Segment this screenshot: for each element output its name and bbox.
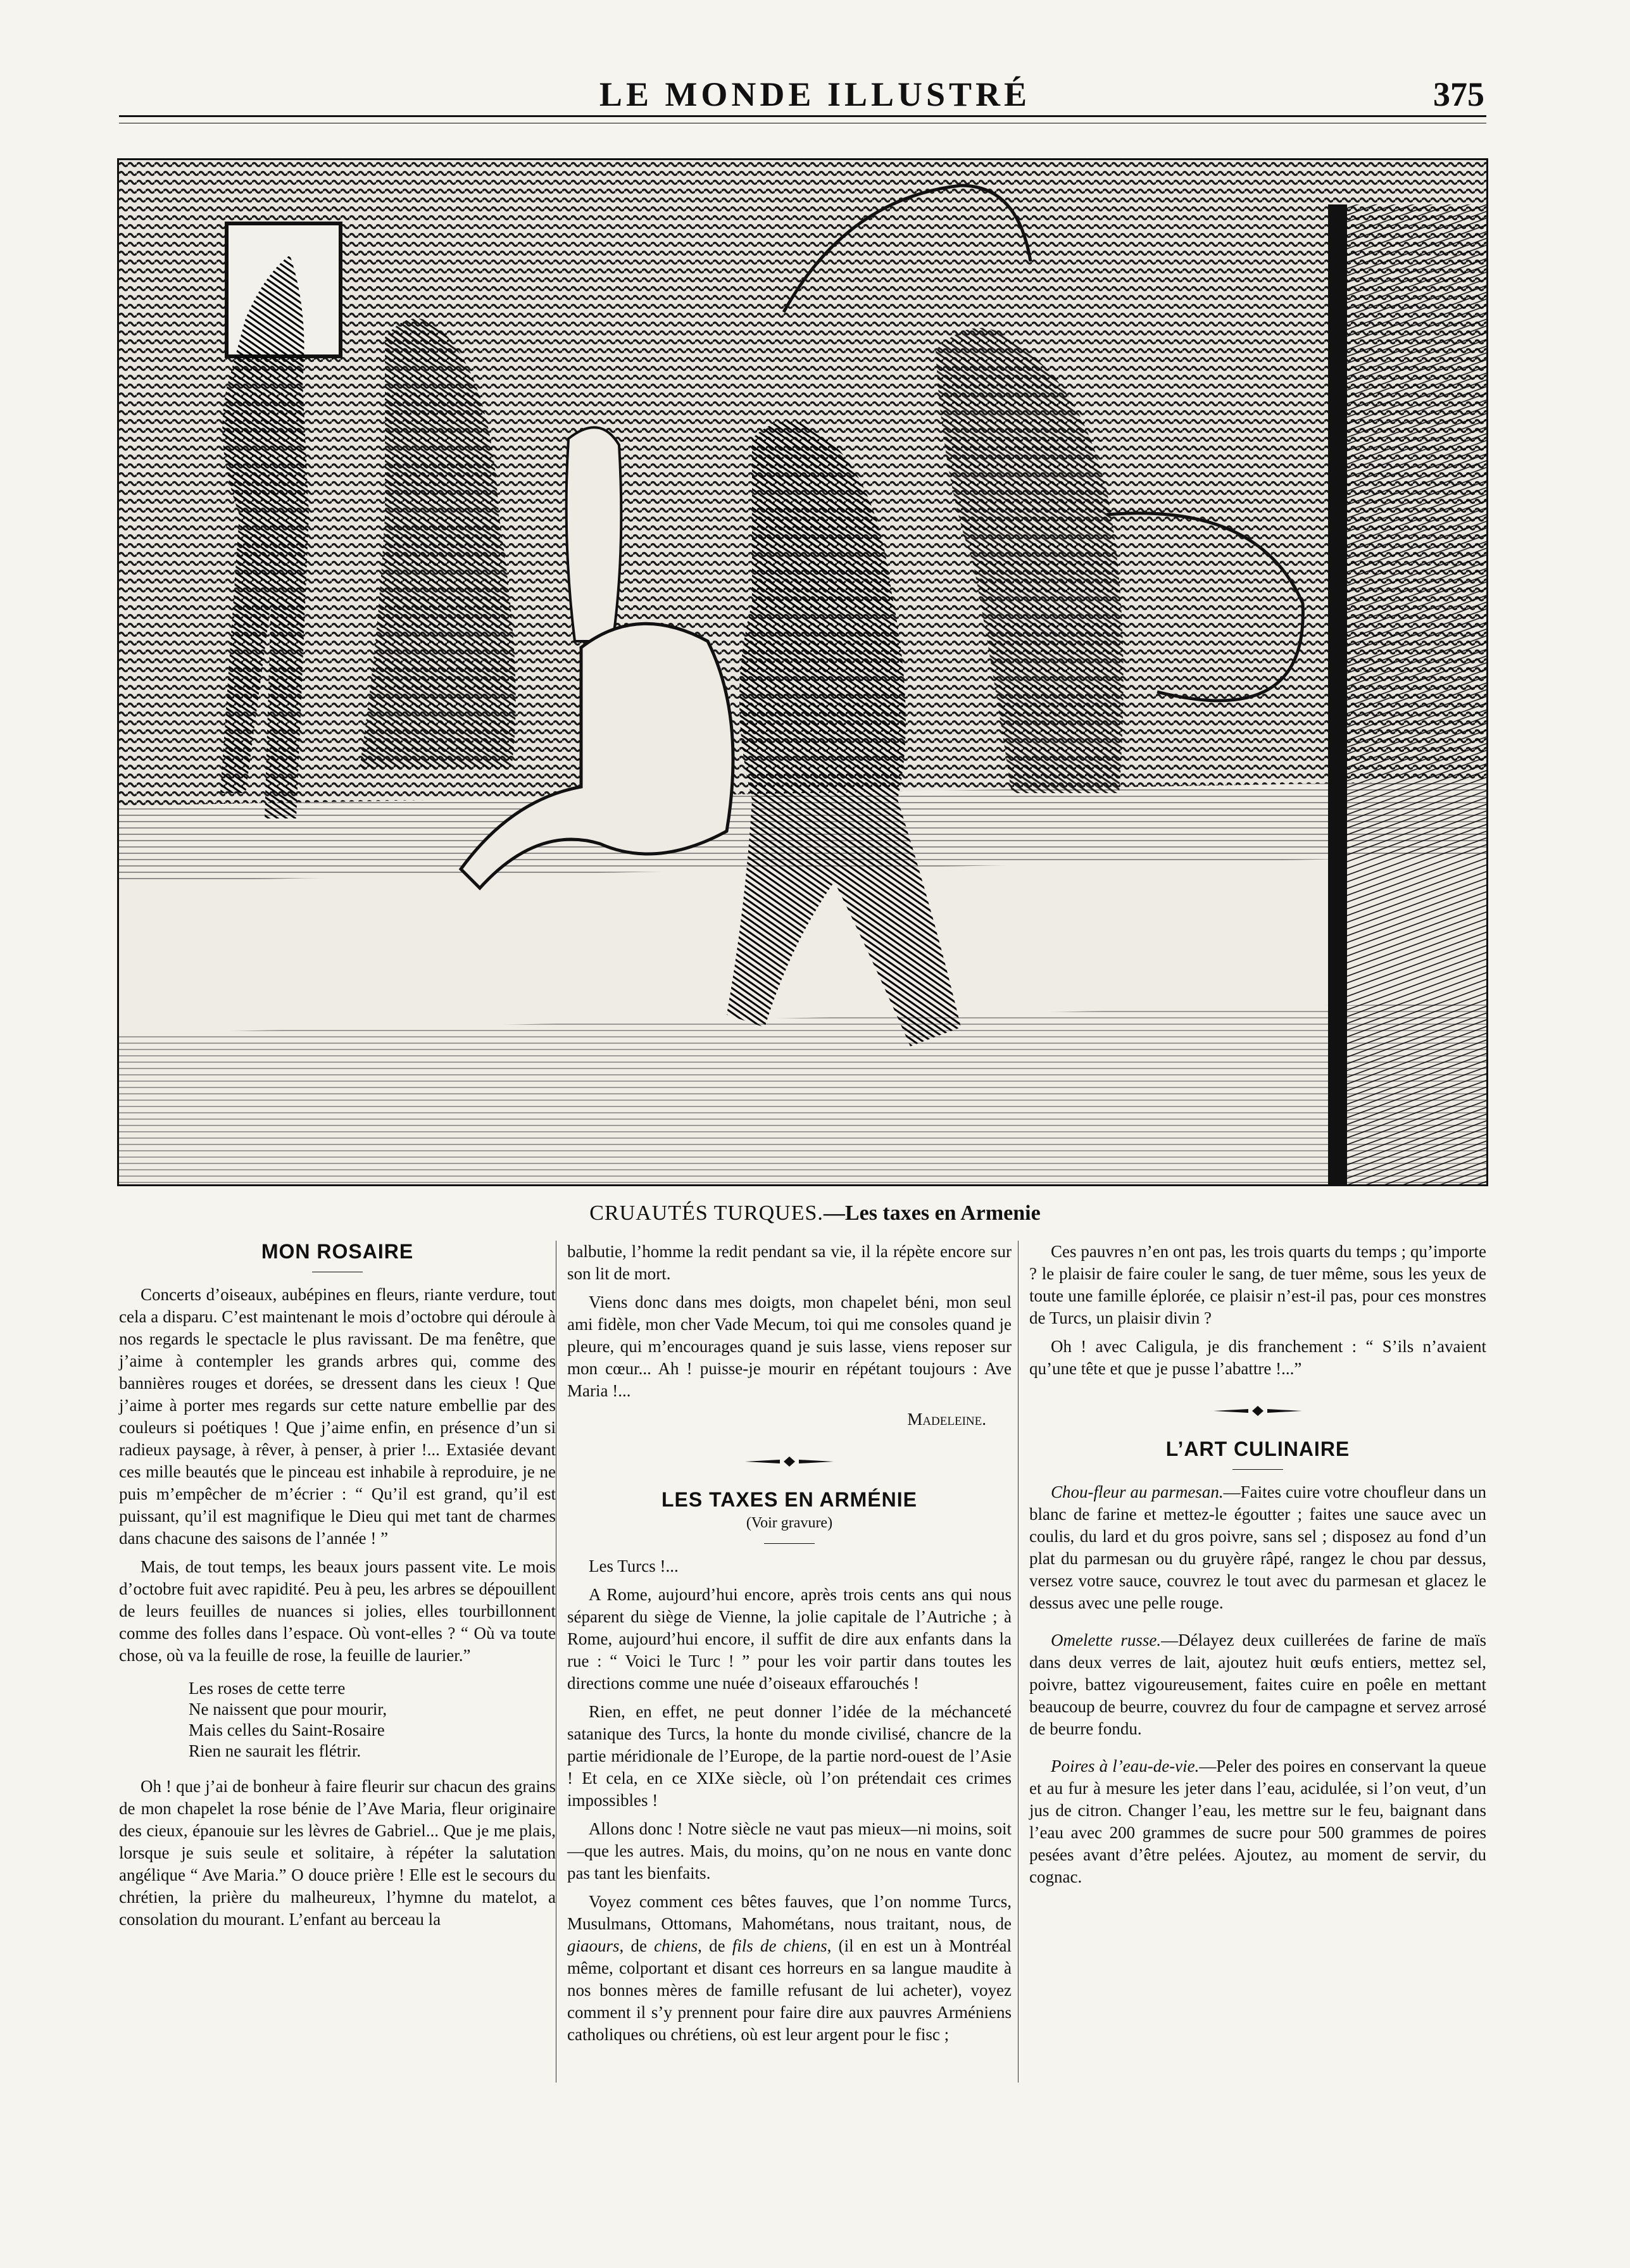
recipe-text: —Peler des poires en conservant la queue et au fur à mesure les jeter dans l’eau, acidulée, si l’on veut, d’un jus de citron. Changer l’eau, les mettre sur le feu, baignant dans l’eau avec 200 grammes de sucre pour 500 grammes de poires pesées avant d’être pelées. Ajoutez, au moment de servir, du cognac. xyxy=(1029,1757,1486,1886)
signature: Madeleine. xyxy=(907,1410,986,1429)
poem-line: Ne naissent que pour mourir, xyxy=(189,1700,387,1719)
doorway xyxy=(1328,204,1486,1184)
title-rule xyxy=(764,1543,815,1544)
poem-line: Rien ne saurait les flétrir. xyxy=(189,1741,361,1760)
recipe-text: —Délayez deux cuillerées de farine de maïs dans deux verres de lait, ajoutez huit œufs entiers, mettez sel, poivre, battez vigoureusement, faites cuire en poêle en mettant beaucoup de beurre, couvrez du four de campagne et servez arrosé de beurre fondu. xyxy=(1029,1631,1486,1738)
ornament-divider xyxy=(742,1456,837,1467)
text-span: , de xyxy=(619,1936,655,1955)
paragraph: Mais, de tout temps, les beaux jours passent vite. Le mois d’octobre fuit avec rapidité. Peu à peu, les arbres se dépouillent de leurs feuilles de nuances si jolies, elles tourbillonnent comme des folles dans l’espace. Où vont-elles ? “ Où va toute chose, où va la feuille de rose, la feuille de laurier.” xyxy=(119,1557,556,1665)
poem xyxy=(119,1678,556,1762)
article-title-mon-rosaire: MON ROSAIRE xyxy=(261,1240,414,1263)
paragraph: Concerts d’oiseaux, aubépines en fleurs, riante verdure, tout cela a disparu. C’est maintenant le mois d’octobre qui déroule à nos regards le spectacle le plus ravissant. De ma fenêtre, que j’aime à contempler les grands arbres qui, comme des bannières rouges et dorées, se dressent dans les cieux ! Que j’aime à porter mes regards sur cette nature embellie par des couleurs si poétiques ! Que j’aime enfin, en présence d’un si radieux paysage, à rêver, à penser, à prier !... Extasiée devant ces mille beautés que le pinceau est inhabile à reproduire, je ne puis m’empêcher de m’écrier : “ Qu’il est grand, qu’il est puissant, qu’il est magnifique le Dieu qui met tant de charmes dans chacune des saisons de l’année ! ” xyxy=(119,1285,556,1548)
masthead xyxy=(0,0,1630,127)
masthead-rule xyxy=(119,115,1486,117)
paragraph: Oh ! avec Caligula, je dis franchement : “ S’ils n’avaient qu’une tête et que je pusse l’abattre !...” xyxy=(1029,1337,1486,1378)
recipe-name: Poires à l’eau-de-vie. xyxy=(1051,1757,1200,1776)
italic-term: giaours xyxy=(567,1936,620,1955)
text-span: , de xyxy=(698,1936,732,1955)
paragraph: Ces pauvres n’en ont pas, les trois quarts du temps ; qu’importe ? le plaisir de faire couler le sang, de tuer même, sous les yeux de toute une famille éplorée, ce plaisir n’est-il pas, pour ces monstres de Turcs, un plaisir divin ? xyxy=(1029,1242,1486,1327)
paragraph: Rien, en effet, ne peut donner l’idée de la méchanceté satanique des Turcs, la honte du monde civilisé, chancre de la partie méridionale de l’Europe, de la partie nord-ouest de l’Asie ! Et cela, en ce XIXe siècle, où l’on prétendait ces crimes impossibles ! xyxy=(567,1702,1012,1810)
ornament-divider xyxy=(1210,1405,1305,1417)
page-number: 375 xyxy=(1433,75,1484,113)
paragraph: Oh ! que j’ai de bonheur à faire fleurir sur chacun des grains de mon chapelet la rose bénie de l’Ave Maria, fleur originaire des cieux, épanouie sur les lèvres de Gabriel... Que je me plais, lorsque je suis seule et solitaire, à répéter la salutation angélique “ Ave Maria.” O douce prière ! Elle est le secours du chrétien, la prière du malheureux, l’hymne du matelot, a consolation du mourant. L’enfant au berceau la xyxy=(119,1777,556,1929)
text-span: , (il en est un à Montréal même, colportant et disant ces horreurs en sa langue maudite à nos bonnes mères de famille refusant de lui acheter), voyez comment il s’y prennent pour faire dire aux pauvres Arméniens catholiques ou chrétiens, où est leur argent pour le fisc ; xyxy=(567,1936,1012,2044)
caption-subtitle: —Les taxes en Armenie xyxy=(823,1201,1041,1225)
column-1 xyxy=(119,1241,556,1937)
paragraph: Les Turcs !... xyxy=(589,1557,679,1576)
recipe-name: Omelette russe. xyxy=(1051,1631,1162,1650)
newspaper-title: LE MONDE ILLUSTRÉ xyxy=(599,75,1031,113)
article-title-art-culinaire: L’ART CULINAIRE xyxy=(1165,1438,1350,1460)
italic-term: fils de chiens xyxy=(732,1936,827,1955)
paragraph: Allons donc ! Notre siècle ne vaut pas mieux—ni moins, soit—que les autres. Mais, du moins, qu’on ne nous en vante donc pas tant les bienfaits. xyxy=(567,1819,1012,1883)
recipe-omelette xyxy=(1029,1629,1486,1740)
recipe-name: Chou-fleur au parmesan. xyxy=(1051,1482,1224,1501)
poem-line: Les roses de cette terre xyxy=(189,1679,346,1698)
illustration-caption xyxy=(0,1201,1630,1225)
title-rule xyxy=(1232,1469,1283,1470)
paragraph: balbutie, l’homme la redit pendant sa vie, il la répète encore sur son lit de mort. xyxy=(567,1242,1012,1283)
recipe-chou-fleur xyxy=(1029,1481,1486,1614)
figure-child xyxy=(567,427,622,641)
poem-line: Mais celles du Saint-Rosaire xyxy=(189,1720,385,1739)
engraving-illustration xyxy=(117,158,1488,1186)
column-2 xyxy=(556,1241,1012,2052)
paragraph: A Rome, aujourd’hui encore, après trois cents ans qui nous séparent du siège de Vienne, la jolie capitale de l’Autriche ; à Rome, aujourd’hui encore, il suffit de dire aux enfants dans la rue : “ Voici le Turc ! ” pour les voir partir dans toutes les directions comme une nuée d’oiseaux effarouchés ! xyxy=(567,1585,1012,1693)
paragraph: Viens donc dans mes doigts, mon chapelet béni, mon seul ami fidèle, mon cher Vade Mecum, toi qui me consoles quand je pleure, qui m’encourages quand je suis lasse, viens reposer sur mon cœur... Ah ! puisse-je mourir en répétant toujours : Ave Maria !... xyxy=(567,1293,1012,1400)
article-subtitle: (Voir gravure) xyxy=(746,1515,833,1531)
article-title-taxes-armenie: LES TAXES EN ARMÉNIE xyxy=(661,1488,918,1511)
paragraph-turcs xyxy=(567,1891,1012,2046)
text-span: Voyez comment ces bêtes fauves, que l’on nomme Turcs, Musulmans, Ottomans, Mahométans, nous traitant, nous, de xyxy=(567,1892,1012,1933)
column-3 xyxy=(1018,1241,1486,1895)
recipe-poires xyxy=(1029,1755,1486,1888)
italic-term: chiens xyxy=(654,1936,698,1955)
caption-title: CRUAUTÉS TURQUES. xyxy=(589,1201,824,1225)
recipe-text: —Faites cuire votre choufleur dans un blanc de farine et mettez-le égoutter ; faites une sauce avec un coulis, du lard et du gros poivre, sans sel ; disposez au fond d’un plat du parmesan ou du gruyère râpé, rangez le chou par dessus, versez votre sauce, couvrez le tout avec du parmesan et glacez le dessus avec une pelle rouge. xyxy=(1029,1482,1487,1612)
